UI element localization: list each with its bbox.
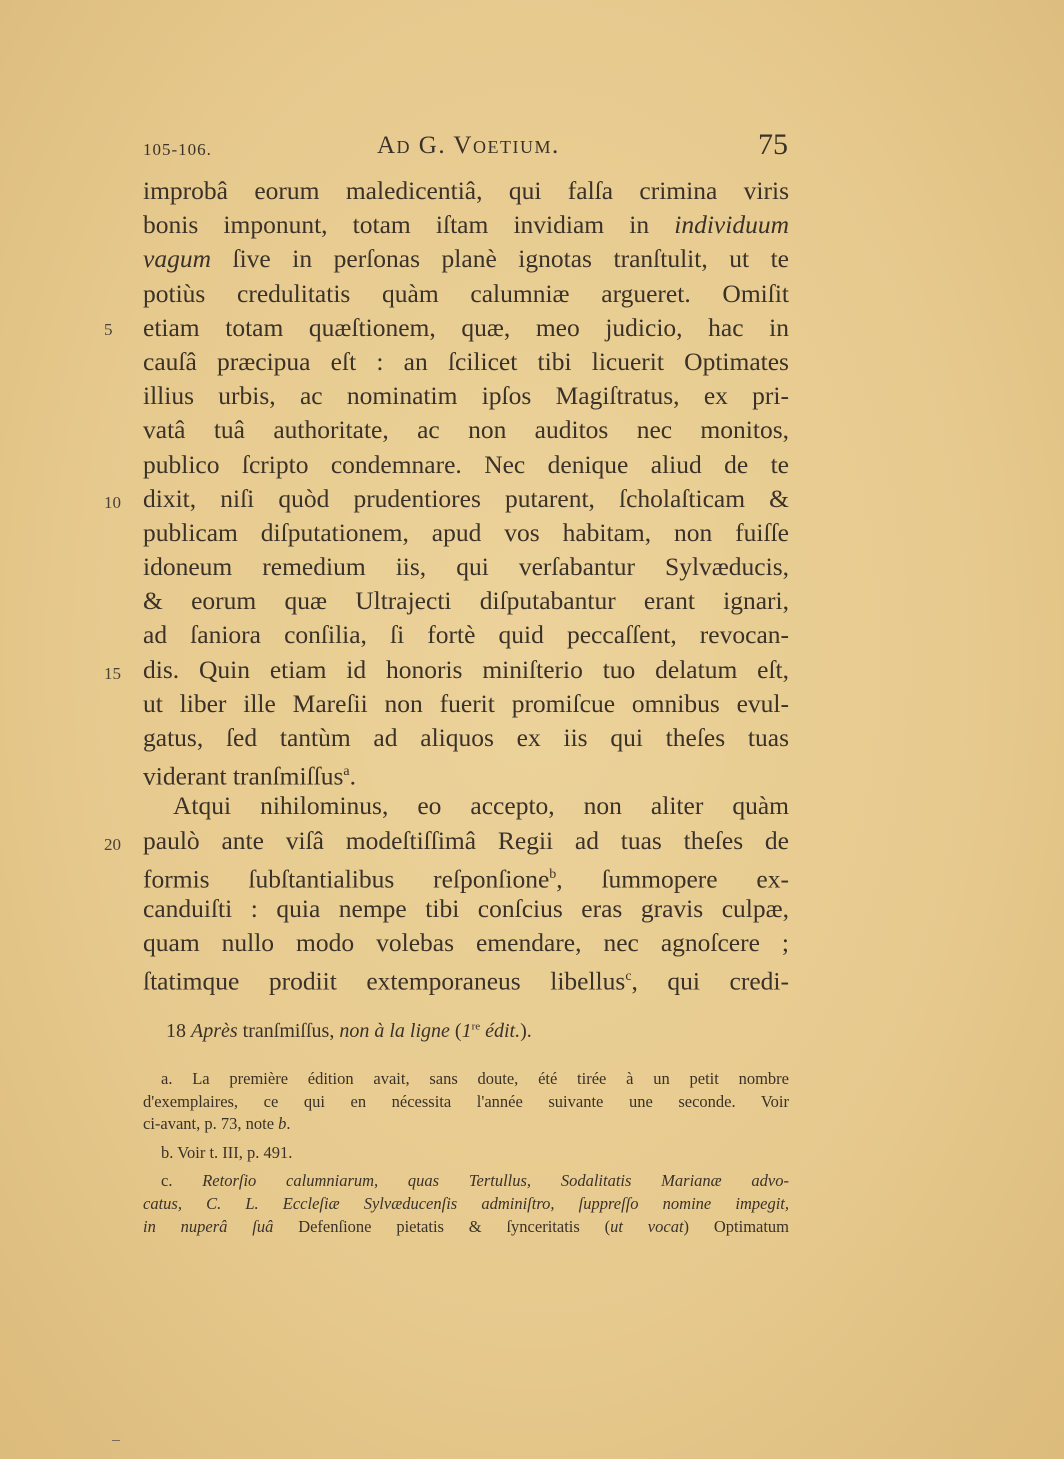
text-line: ſtatimque prodiit extemporaneus libellus$^c$, qui credi- bbox=[143, 966, 789, 996]
footnote-a: ci-avant, p. 73, note b. bbox=[143, 1114, 291, 1134]
footnote-a: d'exemplaires, ce qui en nécessita l'année suivante une seconde. Voir bbox=[143, 1091, 789, 1111]
text-line: dixit, niſi quòd prudentiores putarent, ſcholaſticam & bbox=[143, 483, 789, 513]
text-line: paulò ante viſâ modeſtiſſimâ Regii ad tuas theſes de bbox=[143, 825, 789, 855]
text-line: gatus, ſed tantùm ad aliquos ex iis qui theſes tuas bbox=[143, 723, 789, 752]
text-line: cauſâ præcipua eſt : an ſcilicet tibi licuerit Optimates bbox=[143, 346, 789, 376]
text-line: publico ſcripto condemnare. Nec denique aliud de te bbox=[143, 449, 789, 479]
text-line: potiùs credulitatis quàm calumniæ argueret. Omiſit bbox=[143, 278, 789, 308]
text-line: etiam totam quæſtionem, quæ, meo judicio, hac in bbox=[143, 312, 789, 342]
text-line: bonis imponunt, totam iſtam invidiam in individuum bbox=[143, 210, 790, 240]
text-line: improbâ eorum maledicentiâ, qui falſa crimina viris bbox=[143, 176, 789, 205]
text-line: dis. Quin etiam id honoris miniſterio tuo delatum eſt, bbox=[143, 654, 789, 684]
footnote-ref-c: c bbox=[625, 969, 632, 985]
line-number-20: 20 bbox=[104, 835, 121, 854]
text-line: & eorum quæ Ultrajecti diſputabantur erant ignari, bbox=[143, 586, 789, 616]
footnote-c: in nuperâ ſuâ Defenſione pietatis & ſynceritatis (ut vocat) Optimatum bbox=[143, 1216, 790, 1236]
text-line: vagum ſive in perſonas planè ignotas tranſtulit, ut te bbox=[143, 244, 789, 274]
text-line: illius urbis, ac nominatim ipſos Magiſtratus, ex pri- bbox=[143, 381, 789, 411]
line-number-15: 15 bbox=[104, 664, 121, 683]
line-number-5: 5 bbox=[104, 320, 113, 339]
text-line: vatâ tuâ authoritate, ac non auditos nec monitos, bbox=[143, 415, 789, 445]
page-number: 75 bbox=[758, 128, 788, 161]
text-line: viderant tranſmiſſus$^a$. bbox=[143, 761, 357, 791]
running-head-title: Ad G. Voetium. bbox=[377, 132, 560, 159]
line-number-10: 10 bbox=[104, 493, 121, 512]
footnote-c: c. Retorſio calumniarum, quas Tertullus, Sodalitatis Marianæ advo- bbox=[161, 1171, 789, 1191]
text-line: canduiſti : quia nempe tibi conſcius eras gravis culpæ, bbox=[143, 893, 789, 923]
running-head-pages: 105-106. bbox=[143, 140, 212, 159]
footnote-ref-a: a bbox=[343, 764, 350, 780]
text-line: Atqui nihilominus, eo accepto, non aliter quàm bbox=[173, 791, 789, 821]
footnote-ref-b: b bbox=[549, 866, 557, 882]
footnote-a: a. La première édition avait, sans doute, été tirée à un petit nombre bbox=[161, 1069, 789, 1088]
text-line: formis ſubſtantialibus reſponſione$^b$, ſummopere ex- bbox=[143, 864, 789, 894]
footnote-b: b. Voir t. III, p. 491. bbox=[161, 1142, 293, 1162]
margin-mark bbox=[112, 1440, 120, 1441]
text-line: quam nullo modo volebas emendare, nec agnoſcere ; bbox=[143, 928, 789, 958]
text-line: ut liber ille Mareſii non fuerit promiſcue omnibus evul- bbox=[143, 688, 789, 718]
text-line: ad ſaniora conſilia, ſi fortè quid peccaſſent, revocan- bbox=[143, 620, 789, 650]
text-line: idoneum remedium iis, qui verſabantur Sylvæducis, bbox=[143, 552, 789, 582]
main-text bbox=[143, 174, 789, 995]
text-line: publicam diſputationem, apud vos habitam, non fuiſſe bbox=[143, 517, 789, 547]
variant-note: 18 Après tranſmiſſus, non à la ligne (1re édit.). bbox=[166, 1020, 532, 1042]
footnote-c: catus, C. L. Eccleſiæ Sylvæducenſis adminiſtro, ſuppreſſo nomine impegit, bbox=[143, 1193, 789, 1213]
footnotes bbox=[143, 1068, 789, 1238]
